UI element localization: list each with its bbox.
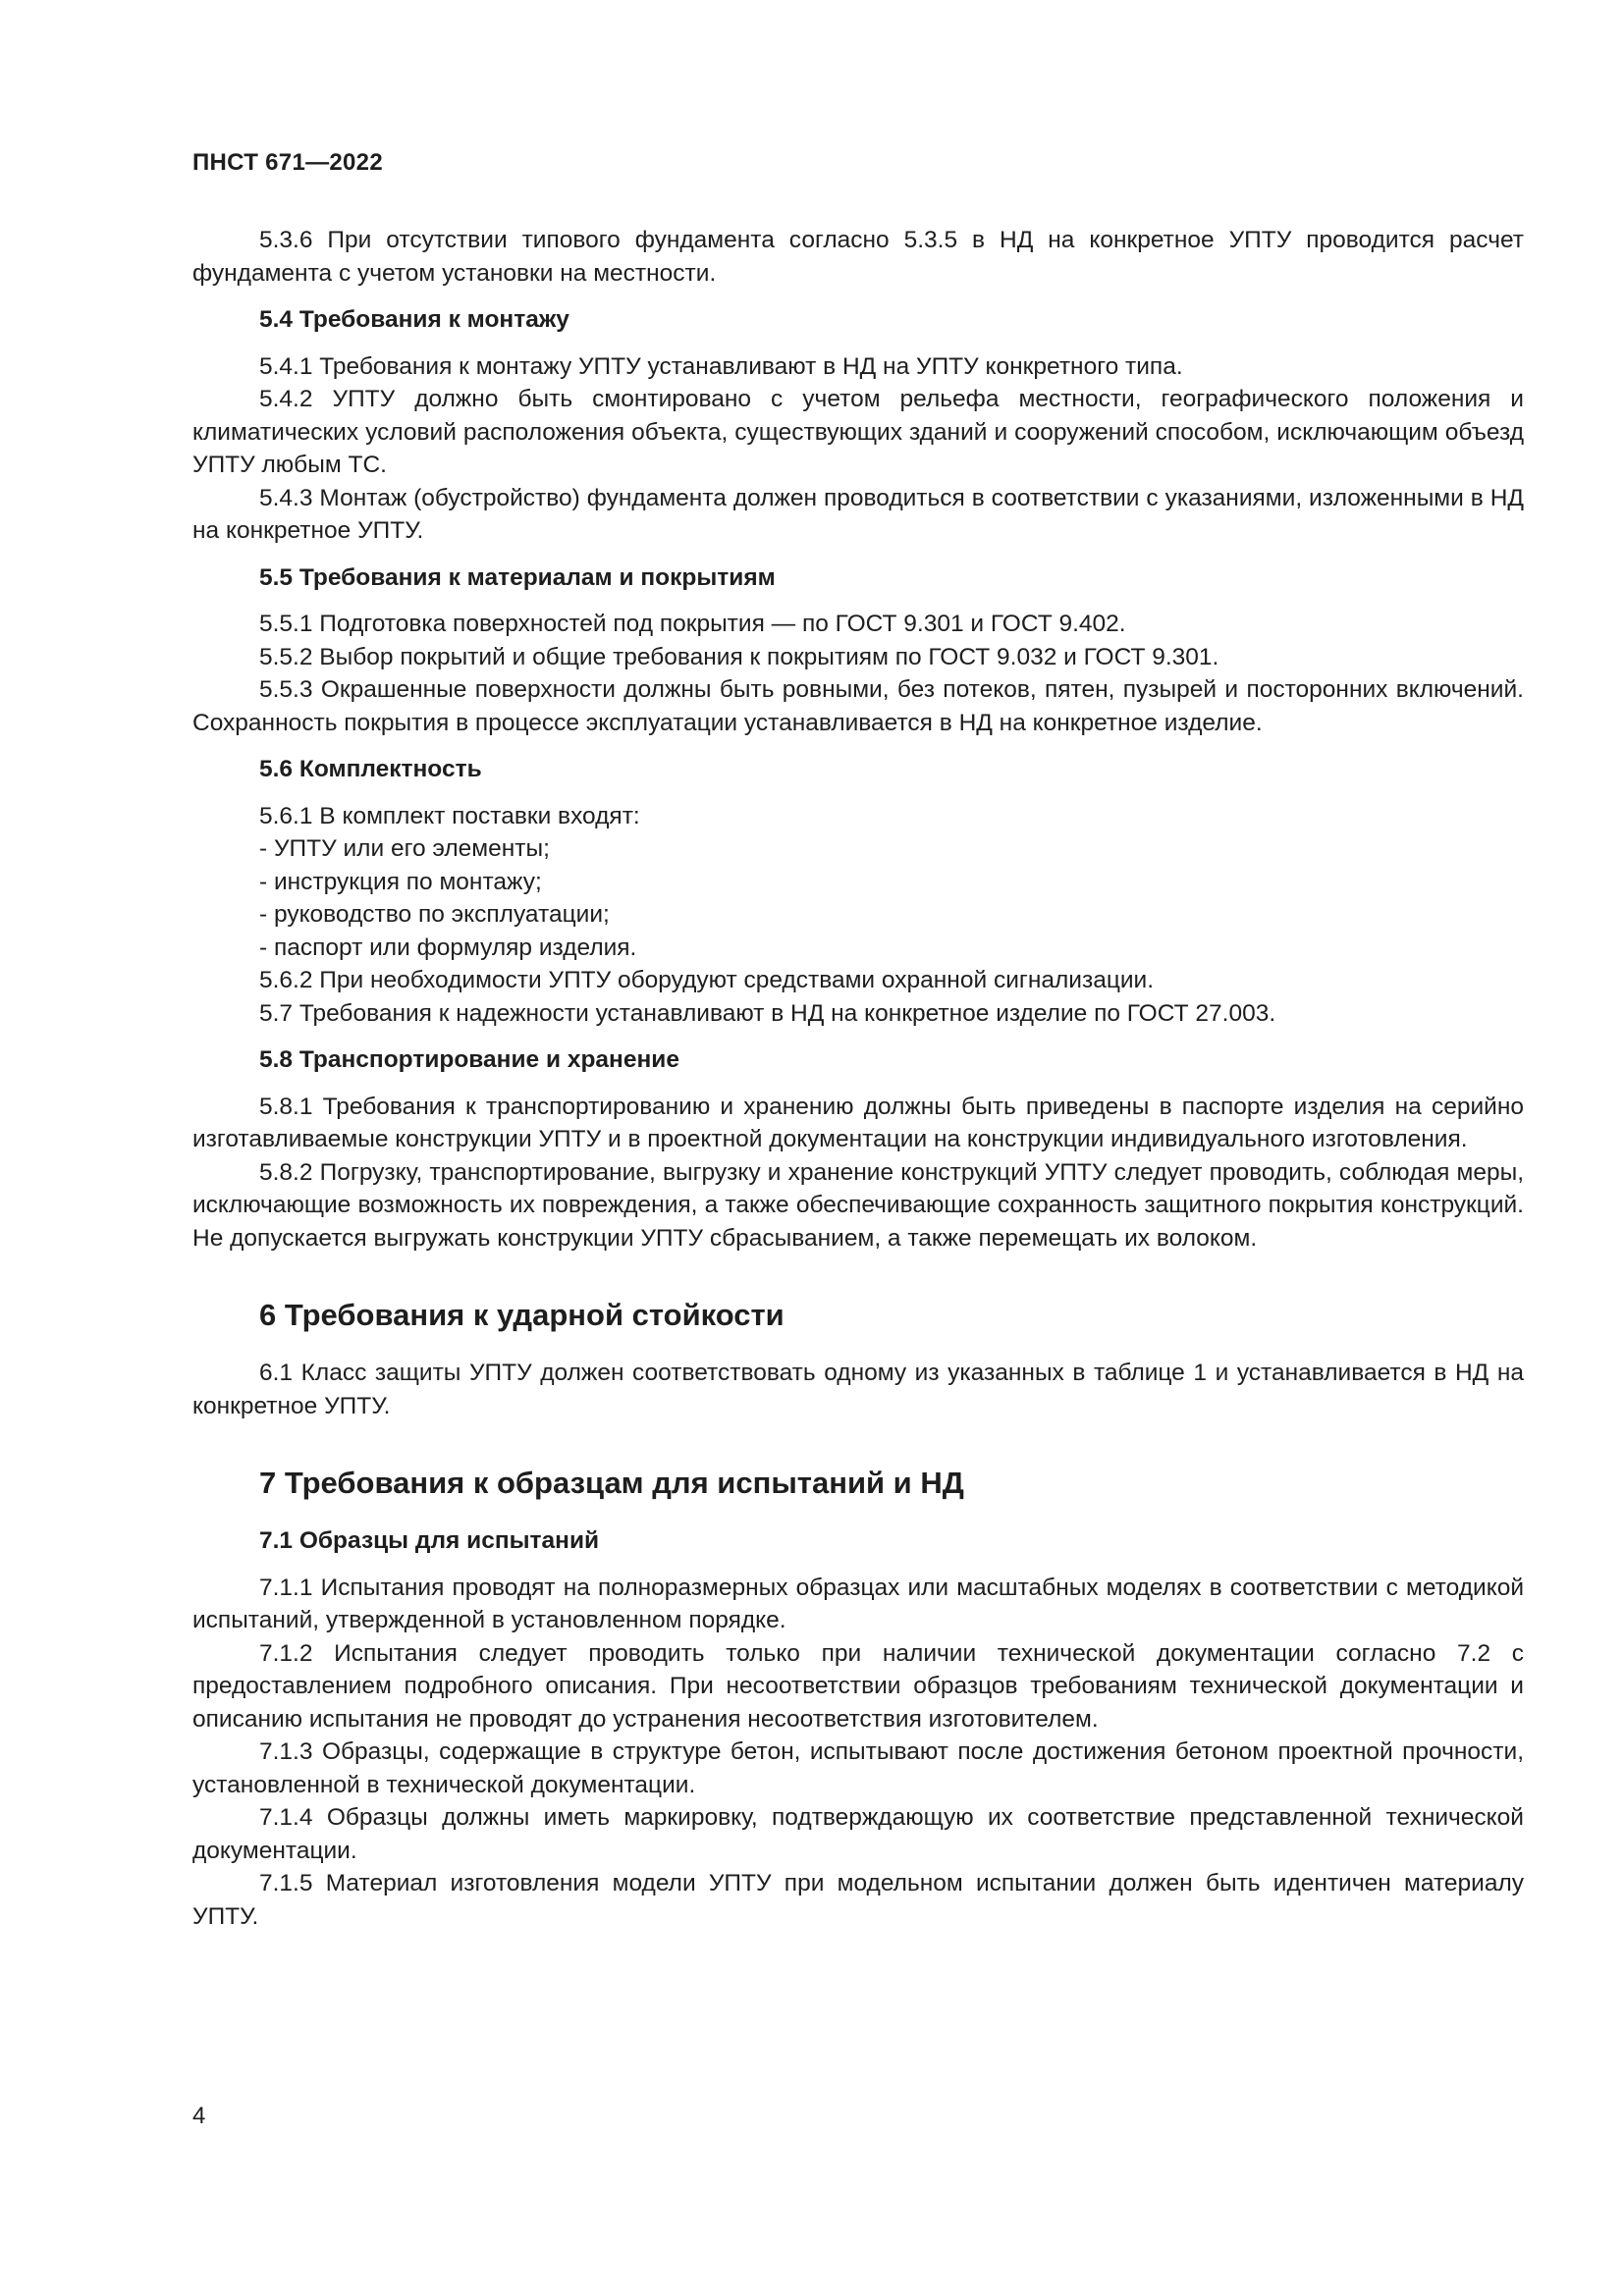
list-item: - инструкция по монтажу; (259, 868, 542, 895)
list-item: - руководство по эксплуатации; (259, 901, 610, 928)
chapter-heading-7: 7 Требования к образцам для испытаний и НД (259, 1466, 964, 1500)
paragraph-7-1-2: 7.1.2 Испытания следует проводить только при наличии технической документации согласно 7.2 с предоставлением подробного описания. При несоответствии образцов требованиям технической документации и описанию испытания не проводят до устранения несоответствия изготовителем. (192, 1639, 1524, 1733)
paragraph-7-1-1: 7.1.1 Испытания проводят на полноразмерных образцах или масштабных моделях в соответствии с методикой испытаний, утвержденной в установленном порядке. (192, 1574, 1524, 1633)
section-heading-5-5: 5.5 Требования к материалам и покрытиям (259, 563, 776, 591)
paragraph-5-4-1: 5.4.1 Требования к монтажу УПТУ устанавливают в НД на УПТУ конкретного типа. (259, 352, 1183, 380)
chapter-heading-6: 6 Требования к ударной стойкости (259, 1298, 785, 1332)
delivery-set-list (192, 832, 1524, 964)
paragraph-7-1-5: 7.1.5 Материал изготовления модели УПТУ при модельном испытании должен быть идентичен материалу УПТУ. (192, 1870, 1524, 1930)
paragraph-5-4-2: 5.4.2 УПТУ должно быть смонтировано с учетом рельефа местности, географического положения и климатических условий расположения объекта, существующих зданий и сооружений способом, исключающим объезд УПТУ любым ТС. (192, 386, 1524, 478)
paragraph-5-6-1: 5.6.1 В комплект поставки входят: (259, 802, 640, 829)
list-item: - УПТУ или его элементы; (259, 835, 550, 862)
document-code: ПНСТ 671—2022 (192, 149, 383, 176)
paragraph-7-1-4: 7.1.4 Образцы должны иметь маркировку, подтверждающую их соответствие представленной технической документации. (192, 1804, 1524, 1864)
paragraph-6-1: 6.1 Класс защиты УПТУ должен соответствовать одному из указанных в таблице 1 и устанавливается в НД на конкретное УПТУ. (192, 1360, 1524, 1419)
paragraph-5-5-2: 5.5.2 Выбор покрытий и общие требования к покрытиям по ГОСТ 9.032 и ГОСТ 9.301. (259, 643, 1219, 670)
section-heading-5-6: 5.6 Комплектность (259, 756, 482, 782)
paragraph-5-8-2: 5.8.2 Погрузку, транспортирование, выгрузку и хранение конструкций УПТУ следует проводить, соблюдая меры, исключающие возможность их повреждения, а также обеспечивающие сохранность защитного покрытия конструкций. Не допускается выгружать конструкции УПТУ сбрасыванием, а также перемещать их волоком. (192, 1158, 1524, 1252)
paragraph-5-5-1: 5.5.1 Подготовка поверхностей под покрытия — по ГОСТ 9.301 и ГОСТ 9.402. (259, 611, 1126, 637)
section-heading-5-4: 5.4 Требования к монтажу (259, 306, 569, 333)
paragraph-5-6-2: 5.6.2 При необходимости УПТУ оборудуют средствами охранной сигнализации. (259, 967, 1155, 993)
document-body (192, 224, 1524, 1933)
list-item: - паспорт или формуляр изделия. (259, 934, 637, 961)
section-heading-5-8: 5.8 Транспортирование и хранение (259, 1046, 679, 1073)
paragraph-5-7: 5.7 Требования к надежности устанавливают в НД на конкретное изделие по ГОСТ 27.003. (259, 999, 1276, 1027)
paragraph-7-1-3: 7.1.3 Образцы, содержащие в структуре бетон, испытывают после достижения бетоном проектной прочности, установленной в технической документации. (192, 1738, 1524, 1798)
page-number: 4 (192, 2103, 206, 2129)
paragraph-5-5-3: 5.5.3 Окрашенные поверхности должны быть ровными, без потеков, пятен, пузырей и посторонних включений. Сохранность покрытия в процессе эксплуатации устанавливается в НД на конкретное изделие. (192, 676, 1524, 736)
paragraph-5-8-1: 5.8.1 Требования к транспортированию и хранению должны быть приведены в паспорте изделия на серийно изготавливаемые конструкции УПТУ и в проектной документации на конструкции индивидуального изготовления. (192, 1093, 1524, 1152)
section-heading-7-1: 7.1 Образцы для испытаний (259, 1527, 600, 1554)
paragraph-5-3-6: 5.3.6 При отсутствии типового фундамента согласно 5.3.5 в НД на конкретное УПТУ проводится расчет фундамента с учетом установки на местности. (192, 227, 1524, 287)
paragraph-5-4-3: 5.4.3 Монтаж (обустройство) фундамента должен проводиться в соответствии с указаниями, изложенными в НД на конкретное УПТУ. (192, 484, 1524, 544)
